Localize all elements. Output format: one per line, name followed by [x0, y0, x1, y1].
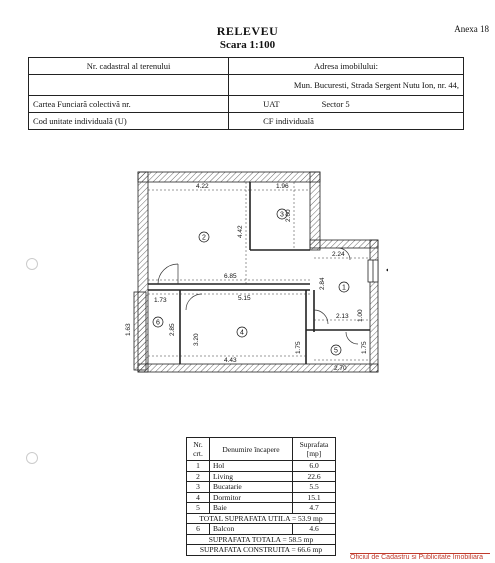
scale-label: Scara 1:100	[219, 39, 276, 51]
office-stamp: Oficiul de Cadastru si Publicitate Imobiliara	[350, 553, 490, 561]
row-area: 5.5	[293, 482, 336, 493]
table-row	[187, 461, 336, 472]
dim-width-living: 4.22	[196, 183, 209, 190]
row-area: 4.6	[293, 524, 336, 535]
dimension-lines	[148, 182, 370, 360]
dim-width-total: 6.85	[224, 273, 237, 280]
table-row	[187, 503, 336, 514]
head-nr: Nr. crt.	[187, 438, 210, 461]
row-name: Dormitor	[210, 492, 293, 503]
interior-walls	[148, 182, 370, 364]
total-area: SUPRAFATA TOTALA = 58.5 mp	[187, 534, 336, 545]
row-area: 4.7	[293, 503, 336, 514]
row-nr: 2	[187, 471, 210, 482]
room-number-5: 5	[334, 347, 338, 355]
cf-individual-cell	[229, 113, 464, 130]
row-name: Hol	[210, 461, 293, 472]
cadastral-label: Nr. cadastral al terenului	[29, 58, 229, 75]
head-name: Denumire încapere	[210, 438, 293, 461]
row-nr: 5	[187, 503, 210, 514]
head-area: Suprafata [mp]	[293, 438, 336, 461]
row-area: 6.0	[293, 461, 336, 472]
dim-height-hall-door: 1.00	[357, 309, 364, 322]
annex-label: Anexa 18	[454, 24, 489, 34]
room-number-4: 4	[240, 329, 244, 337]
dim-width-kitchen: 1.96	[276, 183, 289, 190]
table-row	[187, 471, 336, 482]
row-name: Baie	[210, 503, 293, 514]
rooms-table	[186, 437, 336, 556]
row-nr: 4	[187, 492, 210, 503]
table-row	[187, 524, 336, 535]
info-table	[28, 57, 464, 130]
row-name: Balcon	[210, 524, 293, 535]
cf-collective-label: Cartea Funciară colectivă nr.	[29, 96, 229, 113]
dim-height-bath-left: 1.75	[295, 341, 302, 354]
cf-individual-label: CF individuală	[263, 116, 314, 126]
room-number-3: 3	[280, 211, 284, 219]
dim-width-bedroom-top: 5.15	[238, 295, 251, 302]
dim-width-hall: 2.24	[332, 251, 345, 258]
dim-height-bedroom: 3.20	[193, 333, 200, 346]
unit-code-label: Cod unitate individuală (U)	[29, 113, 229, 130]
row-area: 22.6	[293, 471, 336, 482]
dim-width-hall-bottom: 2.13	[336, 313, 349, 320]
dimension-labels	[125, 183, 368, 372]
floor-plan	[118, 160, 388, 380]
dim-width-balcony: 1.73	[154, 297, 167, 304]
binder-hole-icon	[26, 258, 38, 270]
table-row	[187, 492, 336, 503]
exterior-walls	[134, 172, 378, 372]
entrance-arrow-icon	[386, 264, 388, 276]
room-number-1: 1	[342, 284, 346, 292]
uat-value: Sector 5	[321, 99, 350, 109]
room-number-2: 2	[202, 234, 206, 242]
binder-hole-icon	[26, 452, 38, 464]
dim-height-hall: 2.84	[319, 277, 326, 290]
total-util: TOTAL SUPRAFATA UTILA = 53.9 mp	[187, 513, 336, 524]
uat-cell	[229, 96, 464, 113]
dim-height-living: 4.42	[237, 225, 244, 238]
uat-label: UAT	[263, 99, 280, 109]
built-area: SUPRAFATA CONSTRUITA = 66.6 mp	[187, 545, 336, 556]
row-nr: 6	[187, 524, 210, 535]
address-label: Adresa imobilului:	[229, 58, 464, 75]
dim-height-kitchen: 2.60	[285, 209, 292, 222]
table-row	[187, 482, 336, 493]
dim-height-balcony: 1.63	[125, 323, 132, 336]
row-nr: 1	[187, 461, 210, 472]
address-value: Mun. Bucuresti, Strada Sergent Nutu Ion, nr. 44,	[229, 75, 464, 96]
row-area: 15.1	[293, 492, 336, 503]
row-name: Living	[210, 471, 293, 482]
room-number-6: 6	[156, 319, 160, 327]
document-title: RELEVEU	[216, 24, 279, 38]
dim-height-bedroom-left: 2.85	[169, 323, 176, 336]
row-nr: 3	[187, 482, 210, 493]
row-name: Bucatarie	[210, 482, 293, 493]
dim-width-bath: 2.70	[334, 365, 347, 372]
dim-height-bath-right: 1.75	[361, 341, 368, 354]
windows	[368, 260, 378, 282]
cadastral-value	[29, 75, 229, 96]
dim-width-bedroom-bottom: 4.43	[224, 357, 237, 364]
